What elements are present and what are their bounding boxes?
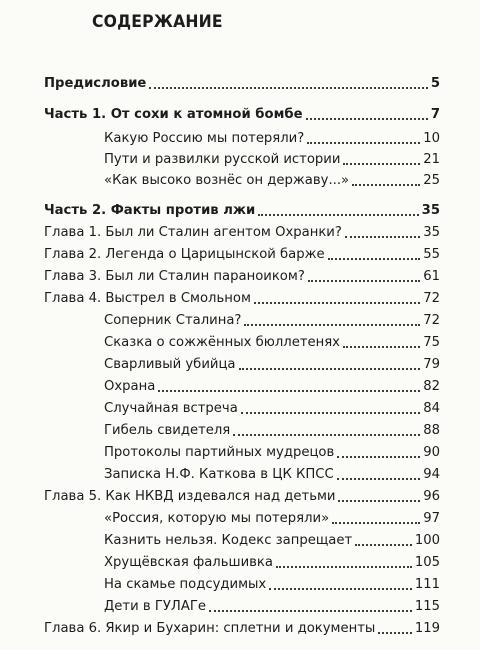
toc-entry-title: Глава 1. Был ли Сталин агентом Охранки? bbox=[44, 225, 342, 240]
toc-entry-page: 79 bbox=[423, 357, 440, 372]
toc-entry bbox=[104, 465, 440, 483]
dot-leader bbox=[345, 236, 420, 238]
dot-leader bbox=[343, 346, 420, 348]
dot-leader bbox=[352, 184, 420, 186]
dot-leader bbox=[308, 280, 420, 282]
toc-entry-page: 21 bbox=[423, 152, 440, 167]
toc-entry-part-2 bbox=[44, 201, 440, 219]
dot-leader bbox=[254, 302, 420, 304]
toc-entry bbox=[104, 443, 440, 461]
toc-entry-page: 72 bbox=[423, 291, 440, 306]
toc-entry-preface bbox=[44, 74, 440, 92]
toc-entry-page: 96 bbox=[423, 489, 440, 504]
toc-entry bbox=[104, 531, 440, 549]
toc-entry-page: 35 bbox=[423, 225, 440, 240]
toc-entry bbox=[104, 355, 440, 373]
toc-entry-page: 35 bbox=[421, 203, 440, 218]
toc-entry-title: Какую Россию мы потеряли? bbox=[104, 131, 305, 146]
toc-entry bbox=[104, 150, 440, 168]
dot-leader bbox=[241, 412, 420, 414]
toc-entry-chapter bbox=[44, 267, 440, 285]
toc-entry-page: 119 bbox=[414, 621, 440, 636]
toc-entry-title: Глава 5. Как НКВД издевался над детьми bbox=[44, 489, 336, 504]
toc-entry bbox=[104, 333, 440, 351]
toc-entry-title: Записка Н.Ф. Каткова в ЦК КПСС bbox=[104, 467, 334, 482]
toc-entry-page: 88 bbox=[423, 423, 440, 438]
toc-entry-part-1 bbox=[44, 105, 440, 123]
toc-entry-title: Предисловие bbox=[44, 76, 147, 91]
toc-entry bbox=[104, 129, 440, 147]
toc-entry bbox=[104, 171, 440, 189]
dot-leader bbox=[307, 142, 420, 144]
toc-entry-title: «Как высоко вознёс он державу...» bbox=[104, 173, 350, 188]
toc-entry-title: Протоколы партийных мудрецов bbox=[104, 445, 335, 460]
toc-entry bbox=[104, 421, 440, 439]
toc-entry-title: Сказка о сожжённых бюллетенях bbox=[104, 335, 340, 350]
dot-leader bbox=[332, 522, 420, 524]
toc-entry-title: Глава 4. Выстрел в Смольном bbox=[44, 291, 251, 306]
toc-entry-page: 94 bbox=[423, 467, 440, 482]
toc-entry-page: 111 bbox=[414, 577, 440, 592]
toc-entry-page: 55 bbox=[423, 247, 440, 262]
dot-leader bbox=[328, 258, 421, 260]
toc-entry-title: Сварливый убийца bbox=[104, 357, 236, 372]
toc-entry-page: 84 bbox=[423, 401, 440, 416]
toc-entry-page: 25 bbox=[423, 173, 440, 188]
toc-entry-title: Хрущёвская фальшивка bbox=[104, 555, 273, 570]
toc-entry-page: 5 bbox=[430, 76, 440, 91]
toc-entry-title: Охрана bbox=[104, 379, 156, 394]
toc-entry-page: 105 bbox=[414, 555, 440, 570]
toc-entry-chapter bbox=[44, 245, 440, 263]
toc-entry-chapter bbox=[44, 223, 440, 241]
dot-leader bbox=[244, 324, 420, 326]
toc-entry-title: «Россия, которую мы потеряли» bbox=[104, 511, 330, 526]
toc-entry-title: Глава 3. Был ли Сталин параноиком? bbox=[44, 269, 305, 284]
toc-entry-page: 75 bbox=[423, 335, 440, 350]
dot-leader bbox=[355, 544, 412, 546]
toc-entry bbox=[104, 311, 440, 329]
toc-entry-title: Соперник Сталина? bbox=[104, 313, 242, 328]
toc-entry-title: На скамье подсудимых bbox=[104, 577, 267, 592]
toc-entry-page: 115 bbox=[414, 599, 440, 614]
toc-entry-page: 97 bbox=[423, 511, 440, 526]
dot-leader bbox=[233, 434, 420, 436]
dot-leader bbox=[337, 478, 420, 480]
toc-entry-title: Случайная встреча bbox=[104, 401, 238, 416]
dot-leader bbox=[239, 368, 421, 370]
dot-leader bbox=[306, 118, 428, 120]
toc-entry-page: 82 bbox=[423, 379, 440, 394]
dot-leader bbox=[378, 632, 412, 634]
toc-entry-page: 61 bbox=[423, 269, 440, 284]
toc-entry-page: 100 bbox=[414, 533, 440, 548]
toc-entry bbox=[104, 597, 440, 615]
toc-entry bbox=[104, 509, 440, 527]
toc-entry-title: Глава 2. Легенда о Царицынской барже bbox=[44, 247, 325, 262]
page-title: СОДЕРЖАНИЕ bbox=[92, 12, 223, 32]
dot-leader bbox=[149, 87, 427, 89]
toc-entry-page: 72 bbox=[423, 313, 440, 328]
dot-leader bbox=[338, 500, 420, 502]
toc-entry-title: Дети в ГУЛАГе bbox=[104, 599, 206, 614]
toc-entry-title: Пути и развилки русской истории bbox=[104, 152, 341, 167]
dot-leader bbox=[276, 566, 412, 568]
dot-leader bbox=[209, 610, 412, 612]
toc-entry bbox=[104, 377, 440, 395]
toc-entry-chapter bbox=[44, 289, 440, 307]
toc-entry-chapter bbox=[44, 619, 440, 637]
toc-entry-title: Часть 1. От сохи к атомной бомбе bbox=[44, 107, 303, 122]
toc-entry bbox=[104, 575, 440, 593]
toc-entry-title: Часть 2. Факты против лжи bbox=[44, 203, 256, 218]
toc-entry-page: 7 bbox=[430, 107, 440, 122]
toc-entry-page: 10 bbox=[423, 131, 440, 146]
dot-leader bbox=[158, 390, 420, 392]
toc-entry bbox=[104, 399, 440, 417]
dot-leader bbox=[258, 214, 418, 216]
dot-leader bbox=[343, 163, 420, 165]
toc-entry-title: Казнить нельзя. Кодекс запрещает bbox=[104, 533, 353, 548]
toc-entry-title: Глава 6. Якир и Бухарин: сплетни и документы bbox=[44, 621, 376, 636]
toc-entry-page: 90 bbox=[423, 445, 440, 460]
dot-leader bbox=[269, 588, 412, 590]
dot-leader bbox=[337, 456, 420, 458]
toc-entry-chapter bbox=[44, 487, 440, 505]
toc-entry bbox=[104, 553, 440, 571]
toc-entry-title: Гибель свидетеля bbox=[104, 423, 231, 438]
